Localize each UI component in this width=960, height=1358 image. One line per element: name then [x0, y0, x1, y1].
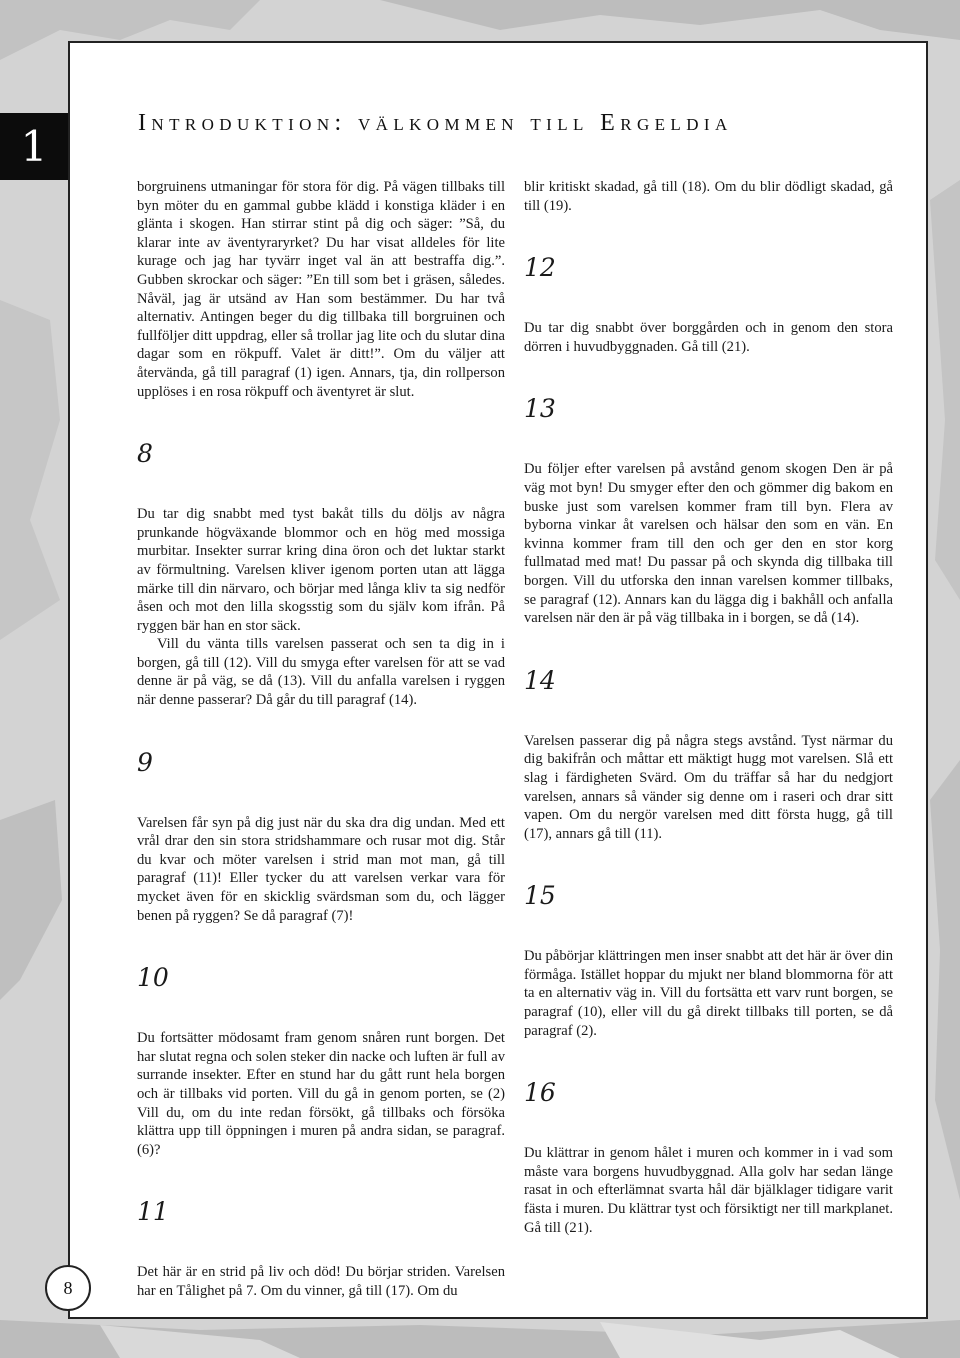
section-11-paragraph: Det här är en strid på liv och död! Du börjar striden. Varelsen har en Tålighet på 7. Om du vinner, gå till (17). Om du [137, 1264, 505, 1299]
section-16-paragraph: Du klättrar in genom hålet i muren och kommer in i vad som måste vara borgens huvudbyggnad. Alla golv har sedan länge rasat in och efterlämnat svarta hål där bjälklager tidigare varit fästa i muren. Du klättrar tyst och försiktigt ner till markplanet. Gå till (21). [524, 1145, 893, 1236]
section-number-10: 10 [137, 963, 169, 993]
section-number-13: 13 [524, 394, 556, 424]
section-number-16: 16 [524, 1078, 556, 1108]
continuation-paragraph: blir kritiskt skadad, gå till (18). Om du blir dödligt skadad, gå till (19). [524, 179, 893, 214]
section-number-8: 8 [137, 439, 153, 469]
section-15-paragraph: Du påbörjar klättringen men inser snabbt att det här är över din förmåga. Istället hoppar du mjukt ner bland blommorna för att ta en alternativ väg in. Vill du fortsätta ett varv runt borgen, se paragraf (10), eller vill du gå direkt tillbaks till porten, se då paragraf (2). [524, 948, 893, 1039]
section-10-paragraph: Du fortsätter mödosamt fram genom snåren runt borgen. Det har slutat regna och solen steker din nacke och luften är full av surrande insekter. Efter en stund har du gått runt hela borgen och är tillbaks vid porten. Vill du gå in genom porten, se (2) Vill du, om du inte redan försökt, gå tillbaks och försöka klättra upp till öppningen i muren på andra sidan, se paragraf. (6)? [137, 1030, 505, 1158]
section-9-paragraph: Varelsen får syn på dig just när du ska dra dig undan. Med ett vrål drar den sin stora stridshammare och rusar mot dig. Står du kvar och möter varelsen i strid man mot man, gå till paragraf (11)! Eller tycker du att varelsen verkar vara för mycket även för en skicklig svärdsman som du, och lägger benen på ryggen? Se då paragraf (7)! [137, 814, 505, 924]
chapter-number-tab: 1 [0, 113, 68, 180]
section-number-12: 12 [524, 253, 556, 283]
section-number-9: 9 [137, 747, 153, 777]
chapter-title: Introduktion: välkommen till Ergeldia [138, 110, 733, 136]
left-column [137, 178, 505, 1301]
section-8-paragraph-1: Du tar dig snabbt med tyst bakåt tills du döljs av några prunkande högväxande blommor och en hög med mossiga murbitar. Insekter surrar kring dina öron och det luktar starkt av förmultning. Varelsen kliver igenom porten utan att lägga märke till din närvaro, och börjar med långa kliv ta sig nedför åsen och mot den lilla skogsstig som du själv kom ifrån. På ryggen bär han en stor säck. [137, 506, 505, 634]
section-number-11: 11 [137, 1197, 169, 1227]
section-number-15: 15 [524, 881, 556, 911]
section-14-paragraph: Varelsen passerar dig på några stegs avstånd. Tyst närmar du dig bakifrån och måttar ett mäktigt hugg mot varelsen. Slå ett slag i färdigheten Svärd. Om du träffar så har du nedgjort varelsen, annars så vänder sig denne om i raseri och drar sitt vapen. Om du nergör varelsen med ditt första hugg, gå till (17), annars gå till (11). [524, 732, 893, 842]
right-column [524, 178, 893, 1237]
page-number-badge: 8 [45, 1265, 91, 1311]
section-13-paragraph: Du följer efter varelsen på avstånd genom skogen Den är på väg mot byn! Du smyger efter den och gömmer dig bakom en buske just som varelsen kommer fram till byn. Flera av byborna vinkar åt varelsen och hälsar den som en vän. En kvinna kommer fram till den och ger den en stor korg fullmatad med mat! Du passar på och skynda dig tillbaka till borgen. Vill du utforska den innan varelsen kommer tillbaks, se paragraf (12). Annars kan du lägga dig i bakhåll och anfalla varelsen när den är på väg tillbaka in i borgen, se då (14). [524, 461, 893, 627]
section-8-paragraph-2: Vill du vänta tills varelsen passerat och sen ta dig in i borgen, gå till (12). Vill du smyga efter varelsen för att se vad denne är på väg, se då (13). Vill du anfalla varelsen i ryggen när denne passerar? Då går du till paragraf (14). [137, 636, 505, 709]
section-number-14: 14 [524, 665, 556, 695]
intro-paragraph: borgruinens utmaningar för stora för dig. På vägen tillbaks till byn möter du en gammal gubbe klädd i konstiga kläder i en glänta i skogen. Han stirrar stint på dig och säger: ”Så, du klarar inte av äventyraryrket? Du har visat alldeles för lite kurage och jag har tyvärr inget val än att bestraffa dig.”. Gubben skrockar och säger: ”En till som bet i gräsen, således. Nåväl, jag är utsänd av Han som bestämmer. Du har två alternativ. Antingen beger du dig tillbaka till borgruinen och fullföljer ditt uppdrag, eller så trollar jag lite och du slutar dina dagar som en rökpuff. Valet är ditt!”. Om du väljer att återvända, gå till paragraf (1) igen. Annars, tja, din rollperson upplöses i en rosa rökpuff och äventyret är slut. [137, 179, 505, 400]
section-12-paragraph: Du tar dig snabbt över borggården och in genom den stora dörren i huvudbyggnaden. Gå till (21). [524, 320, 893, 355]
